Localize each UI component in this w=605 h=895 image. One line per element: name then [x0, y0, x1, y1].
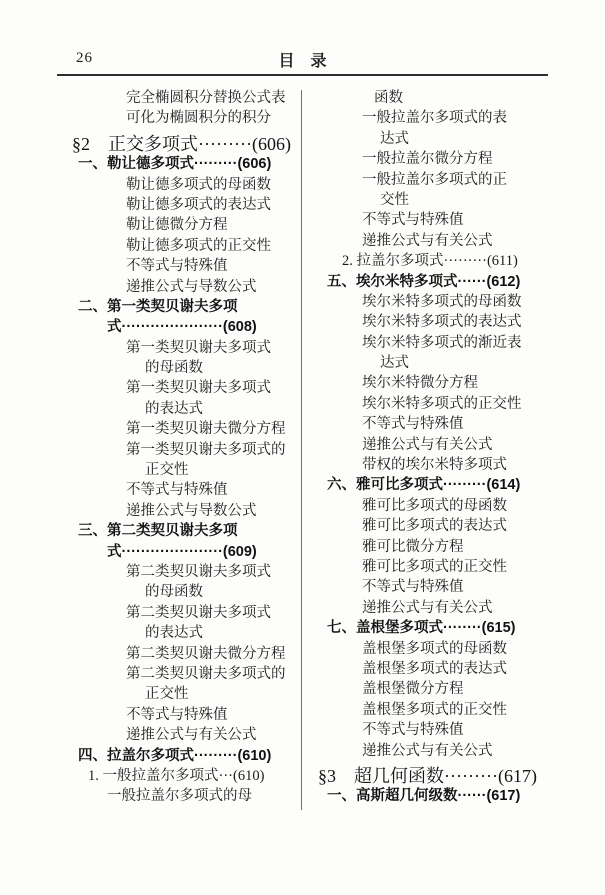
- toc-line: 第二类契贝谢夫多项式: [126, 604, 271, 621]
- toc-line: 雅可比微分方程: [362, 538, 464, 555]
- toc-line: 递推公式与导数公式: [126, 278, 257, 295]
- toc-line: 递推公式与有关公式: [362, 599, 493, 616]
- toc-line: §3 超几何函数·········(617): [318, 765, 537, 786]
- toc-line: 盖根堡微分方程: [362, 681, 464, 698]
- toc-line: 埃尔米特微分方程: [362, 375, 478, 392]
- toc-line: 三、第二类契贝谢夫多项: [78, 523, 238, 540]
- toc-line: 达式: [380, 355, 409, 372]
- toc-line: 埃尔米特多项式的母函数: [362, 293, 522, 310]
- toc-line: 五、埃尔米特多项式······(612): [327, 273, 521, 290]
- toc-columns: [60, 88, 547, 807]
- toc-line: 一般拉盖尔多项式的正: [362, 171, 507, 188]
- toc-line: 1. 一般拉盖尔多项式···(610): [88, 767, 265, 784]
- toc-line: 第二类契贝谢夫多项式的: [126, 665, 286, 682]
- toc-line: 一般拉盖尔多项式的母: [107, 788, 252, 805]
- toc-line: §2 正交多项式·········(606): [72, 133, 291, 154]
- toc-line: 埃尔米特多项式的表达式: [362, 314, 522, 331]
- toc-line: 二、第一类契贝谢夫多项: [78, 298, 238, 315]
- toc-line: 第一类契贝谢夫多项式: [126, 380, 271, 397]
- toc-column-right: [302, 88, 547, 807]
- toc-line: 一般拉盖尔微分方程: [362, 151, 493, 168]
- toc-line: 雅可比多项式的母函数: [362, 497, 507, 514]
- toc-line: 第一类契贝谢夫多项式: [126, 339, 271, 356]
- toc-line: 第二类契贝谢夫微分方程: [126, 645, 286, 662]
- toc-line: 第二类契贝谢夫多项式: [126, 563, 271, 580]
- toc-line: 的表达式: [145, 400, 203, 417]
- toc-line: 勒让德多项式的母函数: [126, 176, 271, 193]
- toc-line: 式·····················(609): [107, 543, 257, 560]
- toc-line: 六、雅可比多项式·········(614): [327, 477, 521, 494]
- toc-line: 递推公式与有关公式: [362, 436, 493, 453]
- toc-line: 四、拉盖尔多项式·········(610): [78, 747, 272, 764]
- toc-line: 不等式与特殊值: [362, 416, 464, 433]
- toc-line: 的母函数: [145, 360, 203, 377]
- toc-line: 不等式与特殊值: [362, 722, 464, 739]
- toc-line: 一般拉盖尔多项式的表: [362, 110, 507, 127]
- toc-line: 一、勒让德多项式·········(606): [78, 156, 272, 173]
- toc-line: 的母函数: [145, 584, 203, 601]
- toc-line: 正交性: [145, 686, 189, 703]
- toc-line: 递推公式与有关公式: [362, 742, 493, 759]
- toc-line: 函数: [374, 90, 403, 106]
- toc-line: 正交性: [145, 462, 189, 479]
- toc-line: 埃尔米特多项式的渐近表: [362, 334, 522, 351]
- page-number: 26: [76, 50, 93, 66]
- toc-line: 勒让德多项式的表达式: [126, 196, 271, 213]
- header-rule: [57, 74, 548, 76]
- toc-line: 勒让德多项式的正交性: [126, 237, 271, 254]
- toc-line: 盖根堡多项式的正交性: [362, 701, 507, 718]
- toc-line: 完全椭圆积分替换公式表: [126, 90, 286, 106]
- toc-line: 递推公式与有关公式: [362, 232, 493, 249]
- toc-line: 雅可比多项式的表达式: [362, 518, 507, 535]
- toc-line: 七、盖根堡多项式········(615): [327, 620, 516, 637]
- toc-line: 可化为椭圆积分的积分: [126, 110, 271, 127]
- toc-line: 递推公式与导数公式: [126, 502, 257, 519]
- toc-line: 第一类契贝谢夫多项式的: [126, 441, 286, 458]
- toc-line: 不等式与特殊值: [362, 579, 464, 596]
- toc-line: 不等式与特殊值: [126, 482, 228, 499]
- toc-line: 雅可比多项式的正交性: [362, 558, 507, 575]
- toc-line: 达式: [380, 130, 409, 147]
- toc-line: 埃尔米特多项式的正交性: [362, 395, 522, 412]
- toc-line: 盖根堡多项式的母函数: [362, 640, 507, 657]
- page-title: 目 录: [278, 53, 327, 70]
- toc-line: 一、高斯超几何级数······(617): [327, 788, 521, 805]
- toc-line: 盖根堡多项式的表达式: [362, 660, 507, 677]
- toc-line: 递推公式与有关公式: [126, 727, 257, 744]
- toc-line: 的表达式: [145, 625, 203, 642]
- toc-line: 第一类契贝谢夫微分方程: [126, 421, 286, 438]
- toc-line: 不等式与特殊值: [362, 212, 464, 229]
- toc-line: 2. 拉盖尔多项式·········(611): [342, 253, 518, 270]
- toc-line: 不等式与特殊值: [126, 706, 228, 723]
- toc-column-left: [60, 88, 302, 807]
- toc-line: 勒让德微分方程: [126, 217, 228, 234]
- toc-line: 不等式与特殊值: [126, 258, 228, 275]
- toc-line: 式·····················(608): [107, 319, 257, 336]
- toc-line: 带权的埃尔米特多项式: [362, 457, 507, 474]
- toc-line: 交性: [380, 191, 409, 208]
